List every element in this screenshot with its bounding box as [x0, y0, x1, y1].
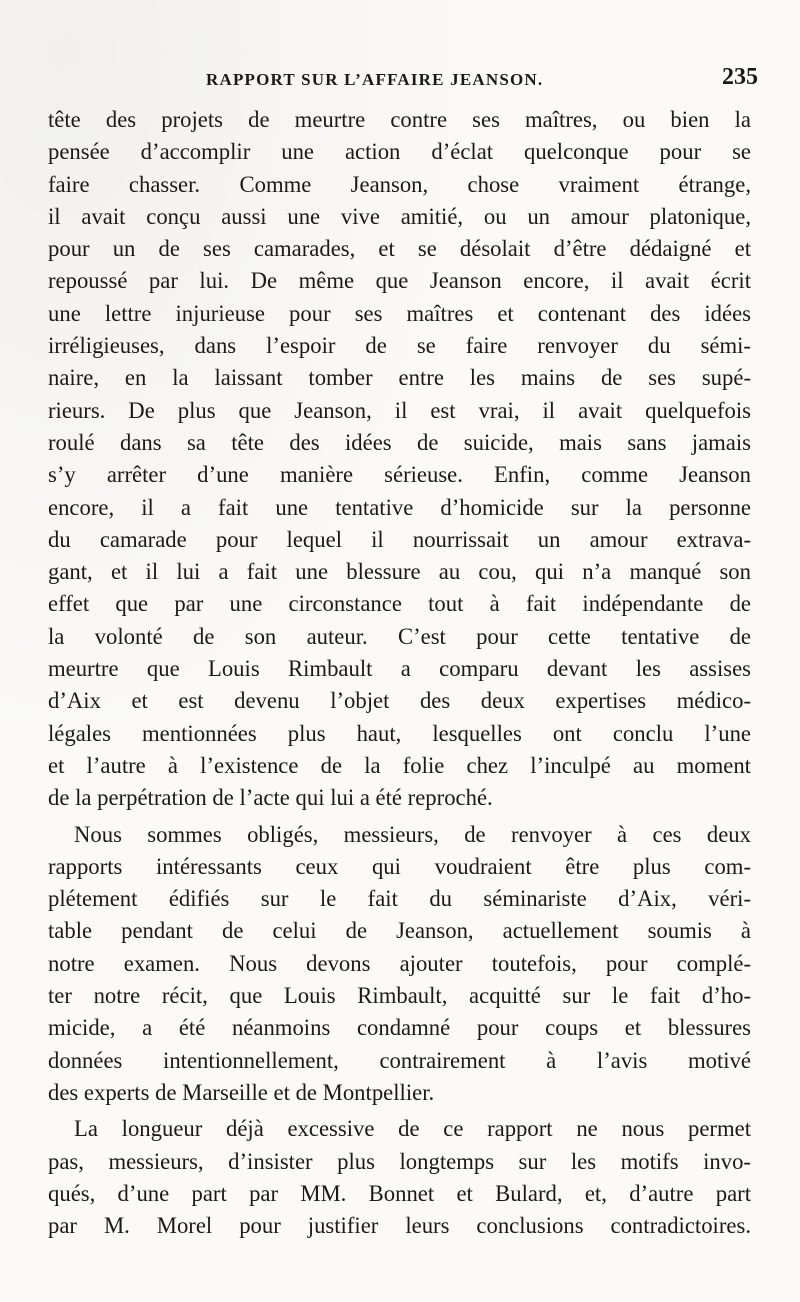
running-title: RAPPORT SUR L’AFFAIRE JEANSON. — [206, 70, 544, 89]
text-line: rapports intéressants ceux qui voudraient être plus com- — [48, 853, 751, 879]
text-line: encore, il a fait une tentative d’homicide sur la personne — [48, 494, 751, 520]
text-line: naire, en la laissant tomber entre les mains de ses supé- — [48, 365, 751, 391]
text-line: irréligieuses, dans l’espoir de se faire renvoyer du sémi- — [48, 333, 751, 359]
running-head — [48, 64, 758, 98]
text-line: rieurs. De plus que Jeanson, il est vrai, il avait quelquefois — [48, 397, 751, 423]
text-line: notre examen. Nous devons ajouter toutefois, pour complé- — [48, 950, 751, 976]
text-line: il avait conçu aussi une vive amitié, ou un amour platonique, — [48, 203, 751, 229]
text-line: tête des projets de meurtre contre ses maîtres, ou bien la — [48, 107, 751, 132]
text-line: effet que par une circonstance tout à fait indépendante de — [48, 591, 751, 617]
text-line: micide, a été néanmoins condamné pour coups et blessures — [48, 1015, 751, 1041]
paragraph-3 — [48, 1113, 751, 1242]
text-line: table pendant de celui de Jeanson, actuellement soumis à — [48, 918, 751, 944]
text-line: légales mentionnées plus haut, lesquelles ont conclu l’une — [48, 720, 751, 746]
text-line: plétement édifiés sur le fait du séminariste d’Aix, véri- — [48, 886, 751, 912]
text-line: faire chasser. Comme Jeanson, chose vraiment étrange, — [48, 171, 751, 197]
text-line: gant, et il lui a fait une blessure au cou, qui n’a manqué son — [48, 559, 751, 585]
text-line: repoussé par lui. De même que Jeanson encore, il avait écrit — [48, 268, 751, 294]
text-line: pensée d’accomplir une action d’éclat quelconque pour se — [48, 139, 751, 165]
paragraph-1 — [48, 104, 751, 815]
text-line: et l’autre à l’existence de la folie chez l’inculpé au moment — [48, 752, 751, 778]
text-line: s’y arrêter d’une manière sérieuse. Enfin, comme Jeanson — [48, 462, 751, 488]
text-line: données intentionnellement, contrairement à l’avis motivé — [48, 1047, 751, 1073]
text-line: des experts de Marseille et de Montpellier. — [48, 1079, 435, 1105]
text-line: pour un de ses camarades, et se désolait d’être dédaigné et — [48, 236, 751, 262]
text-line: meurtre que Louis Rimbault a comparu devant les assises — [48, 656, 751, 682]
paragraph-2 — [48, 819, 751, 1110]
text-line: d’Aix et est devenu l’objet des deux expertises médico- — [48, 688, 751, 714]
text-line: de la perpétration de l’acte qui lui a été reproché. — [48, 785, 493, 811]
body-text — [48, 104, 751, 1242]
text-line: roulé dans sa tête des idées de suicide, mais sans jamais — [48, 429, 751, 455]
text-line: du camarade pour lequel il nourrissait un amour extrava- — [48, 526, 751, 552]
text-line: ter notre récit, que Louis Rimbault, acquitté sur le fait d’ho- — [48, 983, 751, 1009]
text-line: par M. Morel pour justifier leurs conclusions contradictoires. — [48, 1213, 751, 1239]
text-line: qués, d’une part par MM. Bonnet et Bulard, et, d’autre part — [48, 1180, 751, 1206]
text-line: La longueur déjà excessive de ce rapport ne nous permet — [74, 1116, 751, 1142]
text-line: Nous sommes obligés, messieurs, de renvoyer à ces deux — [74, 821, 751, 847]
text-line: une lettre injurieuse pour ses maîtres et contenant des idées — [48, 300, 751, 326]
page-number: 235 — [722, 64, 758, 90]
text-line: la volonté de son auteur. C’est pour cette tentative de — [48, 623, 751, 649]
text-line: pas, messieurs, d’insister plus longtemps sur les motifs invo- — [48, 1148, 751, 1174]
